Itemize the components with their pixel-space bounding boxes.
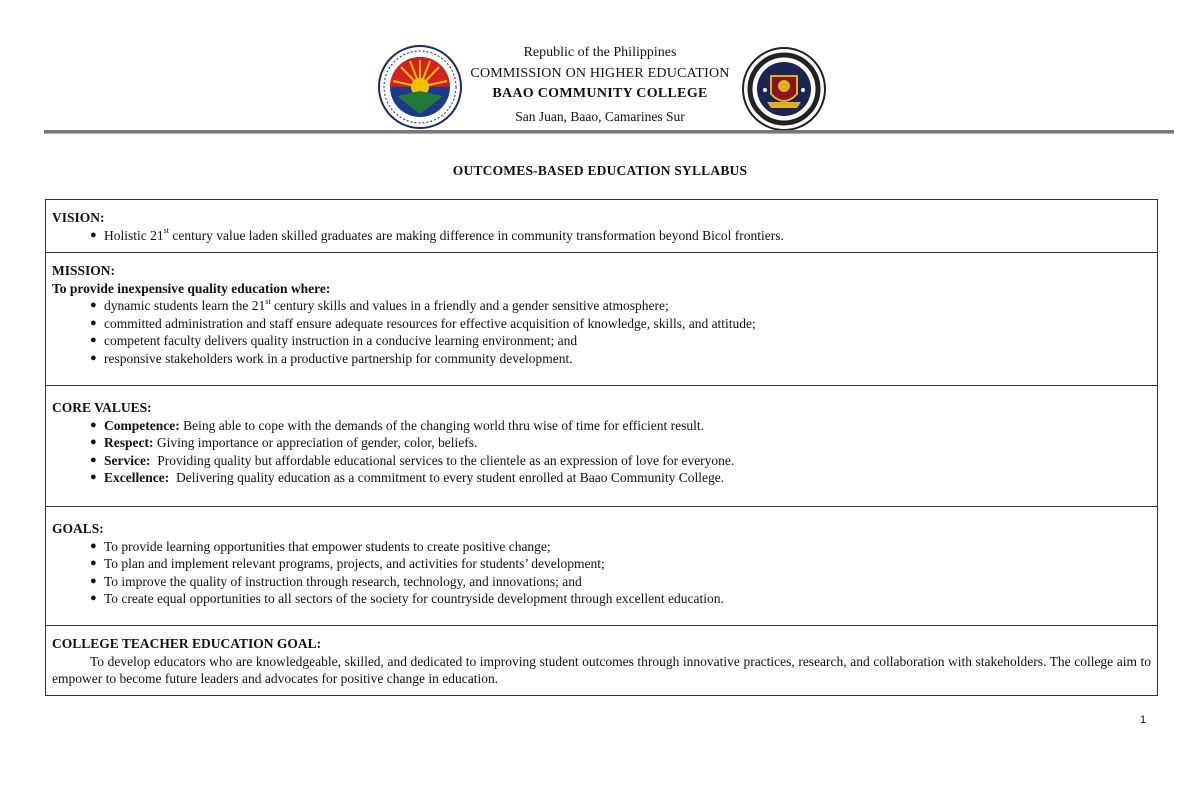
core-value-term: Excellence: — [104, 470, 170, 485]
core-values-list — [52, 417, 1151, 487]
goal-item: ● To improve the quality of instruction through research, technology, and innovations; and — [104, 573, 1151, 591]
vision-list — [52, 227, 1151, 245]
mission-section — [46, 252, 1157, 385]
core-value-text: Providing quality but affordable educational services to the clientele as an expression of love for everyone. — [150, 452, 735, 468]
document-title: OUTCOMES-BASED EDUCATION SYLLABUS — [452, 163, 748, 178]
goal-item: ● To create equal opportunities to all sectors of the society for countryside development through excellent education. — [104, 590, 1151, 608]
core-value-item — [104, 469, 1151, 487]
vision-item-text-rest: century value laden skilled graduates are making difference in community transformation beyond Bicol frontiers. — [168, 227, 784, 243]
core-values-title: CORE VALUES: — [52, 400, 152, 415]
goals-section — [46, 506, 1157, 625]
header-commission: COMMISSION ON HIGHER EDUCATION — [470, 66, 730, 81]
core-value-item — [104, 417, 1151, 435]
mission-item-sup: st — [265, 296, 271, 306]
goals-title: GOALS: — [52, 521, 104, 536]
mission-item: ● responsive stakeholders work in a productive partnership for community development. — [104, 350, 1151, 368]
core-value-item — [104, 434, 1151, 452]
syllabus-framework-table — [45, 199, 1158, 696]
vision-section — [46, 200, 1157, 252]
baao-community-college-seal-icon — [741, 46, 827, 132]
core-value-text: Giving importance or appreciation of gender, color, beliefs. — [153, 435, 478, 450]
core-value-term: Service: — [104, 452, 151, 468]
header-divider-thin — [44, 133, 1174, 134]
core-value-term: Respect: — [104, 435, 154, 450]
vision-title: VISION: — [52, 210, 105, 225]
header-republic: Republic of the Philippines — [523, 45, 677, 60]
mission-intro: To provide inexpensive quality education where: — [52, 280, 331, 296]
mission-list — [52, 297, 1151, 367]
mission-title: MISSION: — [52, 263, 116, 278]
teacher-education-goal-section — [46, 625, 1157, 695]
page-number: 1 — [1140, 714, 1147, 726]
goals-list — [52, 538, 1151, 608]
mission-item: ● committed administration and staff ensure adequate resources for effective acquisition of knowledge, skills, and attitude; — [104, 315, 1151, 333]
goal-item: ● To plan and implement relevant programs, projects, and activities for students’ development; — [104, 555, 1151, 573]
core-value-text: Being able to cope with the demands of the changing world thru wise of time for efficient result. — [179, 417, 704, 433]
teacher-education-goal-title: COLLEGE TEACHER EDUCATION GOAL: — [52, 636, 322, 651]
vision-item — [104, 227, 1151, 245]
header-address: San Juan, Baao, Camarines Sur — [515, 109, 685, 124]
core-value-text: Delivering quality education as a commitment to every student enrolled at Baao Community College. — [169, 470, 725, 485]
core-value-item — [104, 452, 1151, 470]
letterhead — [0, 0, 1200, 140]
goal-item: ● To provide learning opportunities that empower students to create positive change; — [104, 538, 1151, 556]
mission-item: ● competent faculty delivers quality instruction in a conducive learning environment; and — [104, 332, 1151, 350]
core-values-section — [46, 385, 1157, 506]
mission-item-text: dynamic students learn the 21 — [104, 298, 266, 313]
vision-item-text: Holistic 21 — [104, 227, 164, 243]
core-value-term: Competence: — [104, 417, 180, 433]
mission-item — [104, 297, 1151, 315]
header-college-name: BAAO COMMUNITY COLLEGE — [492, 86, 708, 101]
vision-item-sup: st — [163, 226, 169, 235]
mission-item-text-rest: century skills and values in a friendly and a gender sensitive atmosphere; — [270, 298, 669, 313]
teacher-education-goal-text: To develop educators who are knowledgeable, skilled, and dedicated to improving student outcomes through innovative practices, research, and collaboration with stakeholders. The college aim to empower to become future leaders and advocates for positive change in education. — [52, 653, 1151, 686]
